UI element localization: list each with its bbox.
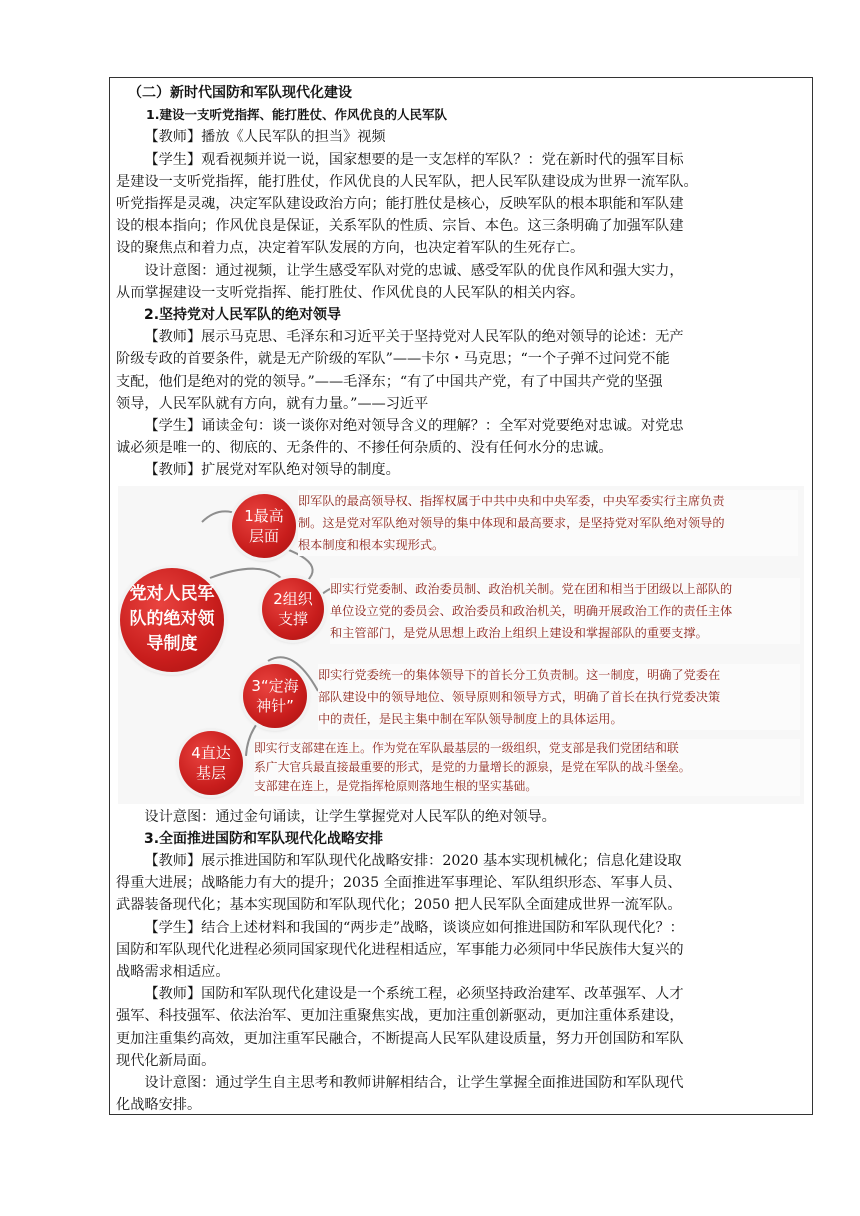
teacher-paragraph-4: 【教师】展示推进国防和军队现代化战略安排：2020 基本实现机械化；信息化建设取 得重大进展；战略能力有大的提升；2035 全面推进军事理论、军队组织形态、军事人员、 武器装备现代化；基本实现国防和军队现代化；2050 把人民军队全面建成世界一流军队。 <box>116 853 682 914</box>
diagram-node-3-description: 即实行党委统一的集体领导下的首长分工负责制。这一制度，明确了党委在 部队建设中的领导地位、领导原则和领导方式，明确了首长在执行党委决策 中的责任，是民主集中制在军队领导制度上的具体运用。 <box>318 664 800 730</box>
teacher-paragraph-1: 【教师】播放《人民军队的担当》视频 <box>144 129 386 146</box>
diagram-node-1-circle: 1最高 层面 <box>232 494 296 558</box>
student-paragraph-3: 【学生】结合上述材料和我国的“两步走”战略，谈谈应如何推进国防和军队现代化？： 国防和军队现代化进程必须同国家现代化进程相适应，军事能力必须同中华民族伟大复兴的 战略需求相适应。 <box>116 919 684 981</box>
teacher-paragraph-2: 【教师】展示马克思、毛泽东和习近平关于坚持党对人民军队的绝对领导的论述：无产 阶级专政的首要条件，就是无产阶级的军队”——卡尔・马克思；“一个子弹不过问党不能 支配，他们是绝对的党的领导。”——毛泽东；“有了中国共产党，有了中国共产党的坚强 领导，人民军队就有方向，就有力量。”——习近平 <box>116 329 684 412</box>
diagram-node-4-circle: 4直达 基层 <box>179 731 243 795</box>
diagram-node-3-circle: 3“定海 神针” <box>243 664 307 728</box>
diagram-node-2-description: 即实行党委制、政治委员制、政治机关制。党在团和相当于团级以上部队的 单位设立党的委员会、政治委员和政治机关，明确开展政治工作的责任主体 和主管部门，是党从思想上政治上组织上建设和掌握部队的重要支撑。 <box>330 578 800 644</box>
student-paragraph-1: 【学生】观看视频并说一说，国家想要的是一支怎样的军队？：党在新时代的强军目标 是建设一支听党指挥，能打胜仗，作风优良的人民军队，把人民军队建设成为世界一流军队。 听党指挥是灵魂，决定军队建设政治方向；能打胜仗是核心，反映军队的根本职能和军队建 设的根本指向；作风优良是保证，关系军队的性质、宗旨、本色。这三条明确了加强军队建 设的聚焦点和着力点，决定着军队发展的方向，也决定着军队的生死存亡。 <box>116 151 698 257</box>
design-intent-1: 设计意图：通过视频，让学生感受军队对党的忠诚、感受军队的优良作风和强大实力， 从而掌握建设一支听党指挥、能打胜仗、作风优良的人民军队的相关内容。 <box>116 262 684 301</box>
diagram-center-circle: 党对人民军 队的绝对领 导制度 <box>120 568 224 672</box>
subsection-1-title: 1.建设一支听党指挥、能打胜仗、作风优良的人民军队 <box>146 107 447 123</box>
leadership-system-diagram <box>118 486 804 804</box>
subsection-3-title: 3.全面推进国防和军队现代化战略安排 <box>144 830 384 847</box>
teacher-paragraph-5: 【教师】国防和军队现代化建设是一个系统工程，必须坚持政治建军、改革强军、人才 强军、科技强军、依法治军、更加注重聚焦实战，更加注重创新驱动，更加注重体系建设， 更加注重集约高效，更加注重军民融合，不断提高人民军队建设质量，努力开创国防和军队 现代化新局面。 <box>116 986 684 1069</box>
diagram-node-1-description: 即军队的最高领导权、指挥权属于中共中央和中央军委，中央军委实行主席负责 制。这是党对军队绝对领导的集中体现和最高要求，是坚持党对军队绝对领导的 根本制度和根本实现形式。 <box>298 490 798 556</box>
design-intent-2: 设计意图：通过金句诵读，让学生掌握党对人民军队的绝对领导。 <box>144 808 556 825</box>
section-title: （二）新时代国防和军队现代化建设 <box>128 85 352 101</box>
diagram-node-4-description: 即实行支部建在连上。作为党在军队最基层的一级组织，党支部是我们党团结和联 系广大官兵最直接最重要的形式，是党的力量增长的源泉，是党在军队的战斗堡垒。 支部建在连上，是党指挥枪原则落地生根的坚实基础。 <box>254 739 800 796</box>
diagram-node-2-circle: 2组织 支撑 <box>262 578 324 640</box>
lesson-content <box>116 82 810 1117</box>
student-paragraph-2: 【学生】诵读金句：谈一谈你对绝对领导含义的理解？：全军对党要绝对忠诚。对党忠 诚必须是唯一的、彻底的、无条件的、不掺任何杂质的、没有任何水分的忠诚。 <box>116 418 684 457</box>
teacher-paragraph-3: 【教师】扩展党对军队绝对领导的制度。 <box>144 462 400 479</box>
design-intent-3: 设计意图：通过学生自主思考和教师讲解相结合，让学生掌握全面推进国防和军队现代 化战略安排。 <box>116 1075 684 1114</box>
subsection-2-title: 2.坚持党对人民军队的绝对领导 <box>144 307 342 324</box>
